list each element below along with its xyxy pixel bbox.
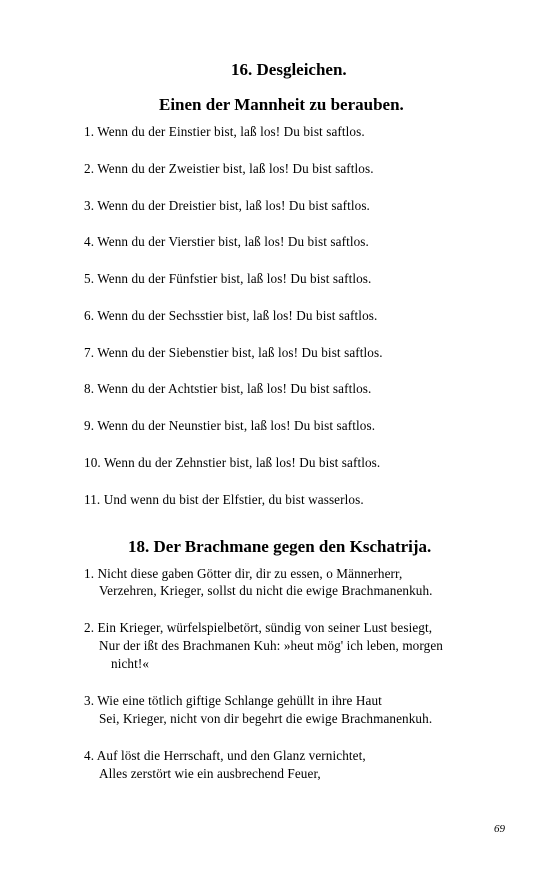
verse-line: 9. Wenn du der Neunstier bist, laß los! Du bist saftlos.: [84, 418, 376, 433]
section-18-heading: 18. Der Brachmane gegen den Kschatrija.: [128, 537, 432, 556]
verse-line: 7. Wenn du der Siebenstier bist, laß los! Du bist saftlos.: [84, 345, 383, 360]
verse-line: 4. Wenn du der Vierstier bist, laß los! Du bist saftlos.: [84, 234, 369, 249]
verse-line: 4. Auf löst die Herrschaft, und den Glanz vernichtet,: [84, 748, 366, 763]
verse-line: 1. Wenn du der Einstier bist, laß los! Du bist saftlos.: [84, 124, 365, 139]
verse-line: 5. Wenn du der Fünfstier bist, laß los! Du bist saftlos.: [84, 271, 372, 286]
verse-line: Alles zerstört wie ein ausbrechend Feuer,: [99, 766, 321, 781]
verse-line: 6. Wenn du der Sechsstier bist, laß los! Du bist saftlos.: [84, 308, 378, 323]
verse-line: Sei, Krieger, nicht von dir begehrt die ewige Brachmanenkuh.: [99, 711, 433, 726]
verse-line: nicht!«: [111, 656, 150, 671]
verse-line: Nur der ißt des Brachmanen Kuh: »heut mög' ich leben, morgen: [99, 638, 443, 653]
section-16-heading: 16. Desgleichen.: [231, 60, 347, 79]
verse-line: 10. Wenn du der Zehnstier bist, laß los! Du bist saftlos.: [84, 455, 381, 470]
verse-line: 2. Wenn du der Zweistier bist, laß los! Du bist saftlos.: [84, 161, 374, 176]
verse-line: Verzehren, Krieger, sollst du nicht die ewige Brachmanenkuh.: [99, 583, 433, 598]
verse-line: 1. Nicht diese gaben Götter dir, dir zu essen, o Männerherr,: [84, 566, 403, 581]
verse-line: 11. Und wenn du bist der Elfstier, du bist wasserlos.: [84, 492, 364, 507]
verse-line: 3. Wie eine tötlich giftige Schlange gehüllt in ihre Haut: [84, 693, 382, 708]
verse-line: 3. Wenn du der Dreistier bist, laß los! Du bist saftlos.: [84, 198, 370, 213]
page-number: 69: [494, 823, 505, 835]
verse-line: 8. Wenn du der Achtstier bist, laß los! Du bist saftlos.: [84, 381, 372, 396]
verse-line: 2. Ein Krieger, würfelspielbetört, sündig von seiner Lust besiegt,: [84, 620, 433, 635]
section-16-subheading: Einen der Mannheit zu berauben.: [159, 95, 404, 114]
